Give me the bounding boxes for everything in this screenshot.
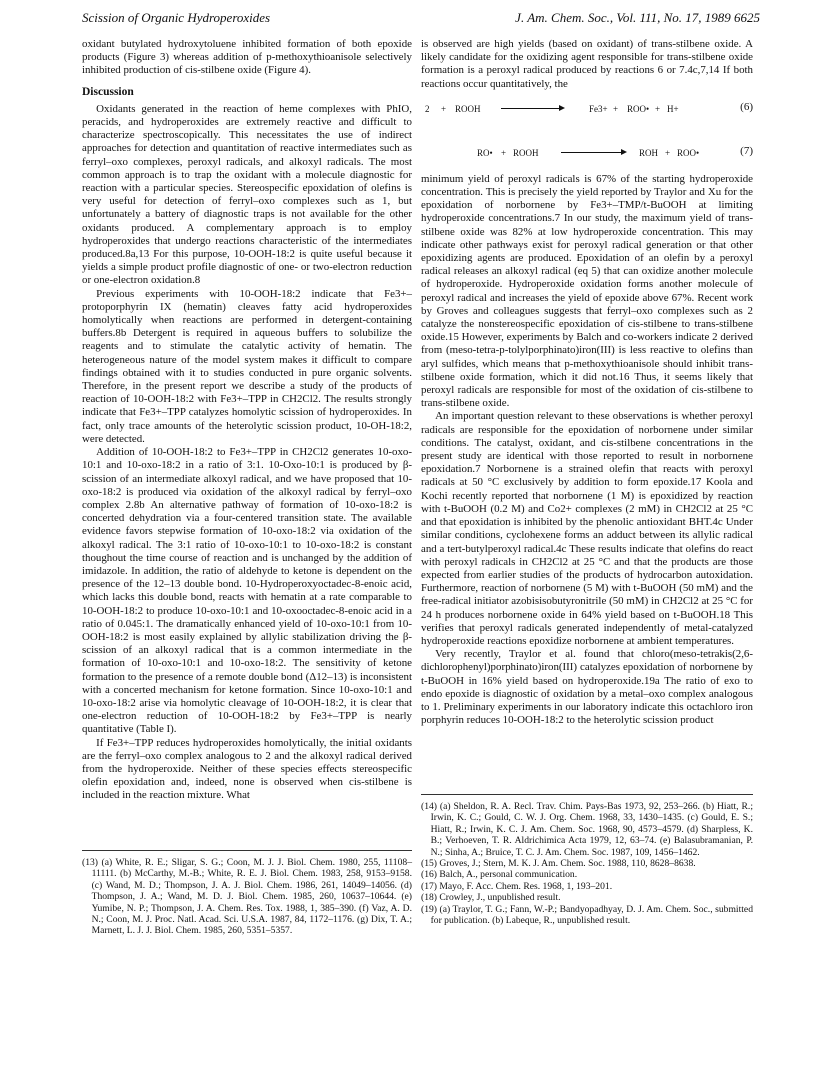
eq7-arrow bbox=[561, 152, 625, 153]
left-column bbox=[82, 38, 412, 803]
eq7-rhs2: ROO• bbox=[677, 147, 700, 158]
eq7-rhs1: ROH bbox=[639, 147, 659, 158]
footnote-14: (14) (a) Sheldon, R. A. Recl. Trav. Chim. Pays-Bas 1973, 92, 253–266. (b) Hiatt, R.; Irwin, K. C.; Gould, C. W. J. Org. Chem. 1968, 33, 1430–1435. (c) Gould, E. S.; Hiatt, R.; Irwin, K. C. J. Am. Chem. Soc. 1968, 90, 4573–4579. (d) Sharpless, K. B.; Verhoeven, T. R. Aldrichimica Acta 1979, 12, 63–74. (e) Balasubramanian, P. N.; Sinha, A.; Bruice, T. C. J. Am. Chem. Soc. 1987, 109, 1456–1462. bbox=[421, 801, 753, 858]
footnote-18: (18) Crowley, J., unpublished result. bbox=[421, 892, 561, 904]
discussion-paragraph-1: Oxidants generated in the reaction of heme complexes with PhIO, peracids, and hydroperoxides are extremely reactive and difficult to characterize spectroscopically. This necessitates the use of indirect approaches for detection and quantitation of reactive intermediates such as ferryl–oxo complexes, peroxyl radicals, and alkoxyl radicals. The most common approach is to trap the oxidant with a molecule diagnostic for reaction with a particular species. Stereospecific epoxidation of olefins is very useful for detection of ferryl–oxo complexes such as 1, but unfortunately a battery of diagnostic traps is not available for the other oxidants produced. A complementary approach is to employ hydroperoxides that undergo reactions characteristic of the intermediates produced.8a,13 For this purpose, 10-OOH-18:2 is quite useful because it yields a simple product profile diagnostic of one- or two-electron reduction or one-electron oxidation.8 bbox=[82, 102, 412, 287]
eq6-number: (6) bbox=[740, 100, 753, 113]
eq6-rhs2: ROO• bbox=[627, 103, 650, 114]
footnotes-left bbox=[82, 850, 412, 937]
eq6-arrow bbox=[501, 108, 563, 109]
eq6-plus3: + bbox=[655, 103, 661, 114]
eq7-plus2: + bbox=[665, 147, 671, 158]
footnote-16: (16) Balch, A., personal communication. bbox=[421, 869, 578, 881]
eq6-rhs3: H+ bbox=[667, 103, 679, 114]
discussion-paragraph-4: If Fe3+–TPP reduces hydroperoxides homolytically, the initial oxidants are the ferryl–oxo complex analogous to 2 and the alkoxyl radical derived from the hydroperoxide. Neither of these species effects stereospecific olefin epoxidation and, indeed, none is observed when cis-stilbene is included in the reaction mixture. What bbox=[82, 736, 412, 802]
footnote-17: (17) Mayo, F. Acc. Chem. Res. 1968, 1, 193–201. bbox=[421, 880, 613, 892]
footnote-13: (13) (a) White, R. E.; Sligar, S. G.; Coon, M. J. J. Biol. Chem. 1980, 255, 11108–11111. (b) McCarthy, M.-B.; White, R. E. J. Biol. Chem. 1983, 258, 9153–9158. (c) Wand, M. D.; Thompson, J. A. J. Biol. Chem. 1986, 261, 14049–14056. (d) Thompson, J. A.; Wand, M. D. J. Biol. Chem. 1985, 260, 10637–10644. (e) Yumibe, N. P.; Thompson, J. A. Chem. Res. Tox. 1988, 1, 385–390. (f) Vaz, A. D. N.; Coon, M. J. Proc. Natl. Acad. Sci. U.S.A. 1987, 84, 1172–1176. (g) Dix, T. A.; Marnett, L. J. J. Biol. Chem. 1985, 260, 5351–5357. bbox=[82, 857, 412, 937]
equation-6 bbox=[421, 91, 753, 133]
equation-7 bbox=[421, 135, 753, 173]
discussion-paragraph-3: Addition of 10-OOH-18:2 to Fe3+–TPP in CH2Cl2 generates 10-oxo-10:1 and 10-oxo-18:2 in a ratio of 3:1. 10-Oxo-10:1 is produced by β-scission of an intermediate alkoxyl radical, and we have proposed that 10-oxo-18:2 is produced via oxidation of the alkoxyl radical by ferryl–oxo complex 2.8b An alternative pathway of formation of 10-oxo-18:2 is concerted dehydration via a four-centered transition state. The available evidence favors stepwise formation of 10-oxo-18:2 via oxidation of the alkoxyl radical. The 3:1 ratio of 10-oxo-10:1 to 10-oxo-18:2 is constant thoughout the time course of reaction and is unchanged by the addition of imidazole. In addition, the ratio of aldehyde to ketone is dependent on the presence of the 12–13 double bond. 10-Hydroperoxyoctadec-8-enoic acid, which lacks this double bond, reacts with hematin at a rate comparable to 10-OOH-18:2 to produce 10-oxo-10:1 and 10-oxooctadec-8-enoic acid in a ratio of 0.045:1. The dramatically enhanced yield of 10-oxo-10:1 from 10-OOH-18:2 is most easily explained by allylic stabilization driving the β-scission of an alkoxyl radical that is a common intermediate in the formation of 10-oxo-10:1 and 10-oxo-18:2. The sensitivity of ketone formation to the presence of a remote double bond (Δ12–13) is inconsistent with a concerted mechanism for ketone formation. Since 10-oxo-10:1 and 10-oxo-18:2 arise via homolytic cleavage of 10-OOH-18:2, it is clear that one-electron reduction of 10-OOH-18:2 by Fe3+–TPP is nearly quantitative (Table I). bbox=[82, 446, 412, 736]
eq6-lhs2: ROOH bbox=[455, 103, 481, 114]
discussion-paragraph-2: Previous experiments with 10-OOH-18:2 indicate that Fe3+–protoporphyrin IX (hematin) cleaves fatty acid hydroperoxides homolytically when reactions are performed in detergent-containing buffers.8b Detergent is required in aqueous buffers to solubilize the reagents and to stimulate the catalytic activity of hematin. The heterogeneous nature of the model system makes it difficult to compare findings obtained with it to studies conducted in pure organic solvents. Therefore, in the present report we describe a study of the products of reaction of 10-OOH-18:2 with Fe3+–TPP in CH2Cl2. The results strongly indicate that Fe3+–TPP catalyzes homolytic scission of hydroperoxides. In fact, only trace amounts of the heterolytic scission product, 10-OH-18:2, were detected. bbox=[82, 287, 412, 445]
right-column bbox=[421, 38, 753, 727]
eq7-lhs2: ROOH bbox=[513, 147, 539, 158]
section-heading: Discussion bbox=[82, 85, 134, 98]
eq7-number: (7) bbox=[740, 144, 753, 157]
running-header bbox=[82, 10, 760, 30]
eq7-plus1: + bbox=[501, 147, 507, 158]
journal-citation: J. Am. Chem. Soc., Vol. 111, No. 17, 1989 6625 bbox=[515, 10, 760, 25]
eq7-lhs1: RO• bbox=[477, 147, 493, 158]
intro-paragraph: oxidant butylated hydroxytoluene inhibited formation of both epoxide products (Figure 3) whereas addition of p-methoxythioanisole selectively inhibited production of cis-stilbene oxide (Figure 4). bbox=[82, 38, 412, 77]
right-paragraph-4: Very recently, Traylor et al. found that chloro(meso-tetrakis(2,6-dichlorophenyl)porphinato)iron(III) catalyzes epoxidation of norbornene by t-BuOOH in 16% yield based on hydroperoxide.19a The ratio of exo to endo epoxide is diagnostic of oxidation by a metal–oxo complex analogous to 1. Preliminary experiments in our laboratory indicate this octachloro iron porphyrin reduces 10-OOH-18:2 to the heterolytic scission product bbox=[421, 648, 753, 727]
running-title: Scission of Organic Hydroperoxides bbox=[82, 10, 271, 25]
eq6-lhs1: 2 bbox=[425, 103, 430, 114]
footnotes-right bbox=[421, 794, 753, 926]
footnote-19: (19) (a) Traylor, T. G.; Fann, W.-P.; Bandyopadhyay, D. J. Am. Chem. Soc., submitted for publication. (b) Labeque, R., unpublished result. bbox=[421, 903, 753, 927]
eq6-plus1: + bbox=[441, 103, 447, 114]
right-paragraph-1: is observed are high yields (based on oxidant) of trans-stilbene oxide. A likely candidate for the oxidizing agent responsible for trans-stilbene oxide formation is a peroxyl radical produced by reactions 6 or 7.4c,7,14 If both reactions occur quantitatively, the bbox=[421, 38, 753, 90]
right-paragraph-3: An important question relevant to these observations is whether peroxyl radicals are responsible for the epoxidation of norbornene under similar conditions. The catalyst, oxidant, and cis-stilbene concentrations in the present study are identical with those reported to result in norbornene epoxidation.7 Norbornene is a strained olefin that reacts with peroxyl radicals at 50 °C exclusively by addition to form epoxide.17 Koola and Kochi recently reported that norbornene (1 M) is epoxidized by reaction with t-BuOOH (0.2 M) and Co2+ complexes (2 mM) in CH2Cl2 at 25 °C and that epoxidation is inhibited by the phenolic antioxidant BHT.4c Under similar conditions, cyclohexene forms an adduct between its allylic radical and a tert-butylperoxyl radical.4c These results indicate that olefins do react with peroxyl radicals in CH2Cl2 at 25 °C and that the products are those expected from earlier studies of the products of hydrocarbon autoxidation. Furthermore, reaction of norbornene (5 M) with t-BuOOH (50 mM) and the free-radical initiator azobisisobutyronitrile (50 mM) in CH2Cl2 at 25 °C for 24 h produces norbornene oxide in 64% yield based on t-BuOOH.18 This verifies that peroxyl radicals generated independently of metal-catalyzed hydroperoxide reactions epoxidize norbornene at ambient temperatures. bbox=[421, 410, 753, 647]
footnote-15: (15) Groves, J.; Stern, M. K. J. Am. Chem. Soc. 1988, 110, 8628–8638. bbox=[421, 858, 696, 870]
eq6-rhs1: Fe3+ bbox=[589, 103, 608, 114]
eq6-plus2: + bbox=[613, 103, 619, 114]
right-paragraph-2: minimum yield of peroxyl radicals is 67% of the starting hydroperoxide concentration. This is precisely the yield reported by Traylor and Xu for the epoxidation of norbornene by Fe3+–TMP/t-BuOOH at limiting hydroperoxide concentrations.7 In our study, the maximum yield of trans-stilbene oxide was 82% at low hydroperoxide concentration. This may indicate other pathways exist for peroxyl radical generation or that other epoxidizing agents are produced. Epoxidation of an olefin by a peroxyl radical releases an alkoxyl radical (eq 5) that can oxidize another molecule of hydroperoxide. Hydroperoxide oxidation forms another molecule of peroxyl radical and increases the yield of epoxide above 67%. Recent work by Groves and colleagues suggests that ferryl–oxo complexes such as 2 catalyze the nonstereospecific epoxidation of cis-stilbene to trans-stilbene oxide.15 However, experiments by Balch and co-workers indicate 2 derived from (meso-tetra-p-tolylporphinato)iron(III) is less reactive to olefins than aryl sulfides, which means that p-methoxythioanisole should inhibit trans-stilbene oxide formation, which it did not.16 Thus, it seems likely that peroxyl radicals are responsible for most of the oxidation of cis-stilbene to trans-stilbene oxide. bbox=[421, 172, 753, 410]
